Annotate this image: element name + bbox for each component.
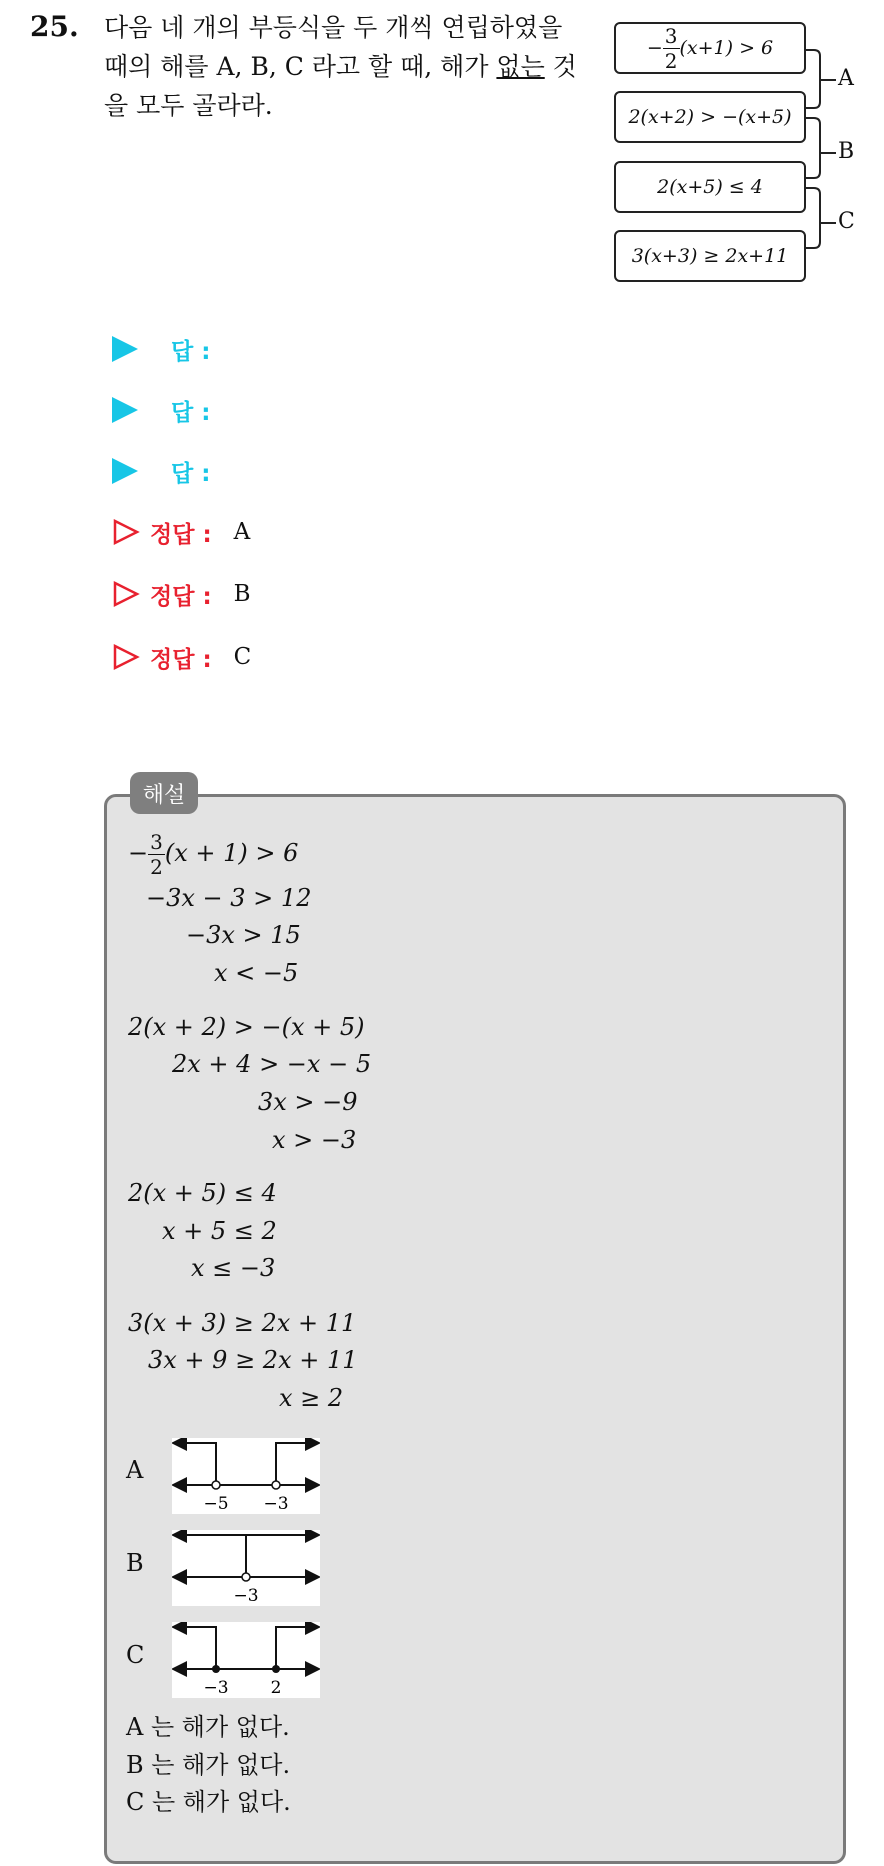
number-line-c [172, 1622, 320, 1698]
brace-label-c: C [838, 209, 855, 234]
conclusion-a: A 는 해가 없다. [126, 1713, 290, 1741]
correct-answer-row-1 [112, 512, 250, 552]
outline-arrow-icon [112, 518, 140, 546]
inequality-box-2: 2(x+2) > −(x+5) [614, 91, 806, 143]
play-arrow-icon [112, 458, 138, 484]
question-text-end: 것을 모두 골라라. [104, 52, 577, 120]
solution-step: x ≤ −3 [191, 1254, 276, 1282]
solution-step: 2(x + 5) ≤ 4 [128, 1179, 277, 1207]
inequality-box-1 [614, 22, 806, 74]
inequality-box-4: 3(x+3) ≥ 2x+11 [614, 230, 806, 282]
correct-answer-value: C [233, 644, 252, 670]
answer-row-2[interactable] [112, 390, 210, 430]
number-line-c-graph [172, 1622, 320, 1698]
solution-tab: 해설 [130, 772, 198, 814]
step-denominator: 2 [150, 855, 163, 879]
answer-label: 답 : [171, 460, 211, 487]
solution-step: 2x + 4 > −x − 5 [172, 1050, 372, 1078]
solution-step: x > −3 [272, 1126, 357, 1154]
solution-step: x + 5 ≤ 2 [162, 1217, 277, 1245]
correct-answer-label: 정답 : [150, 646, 212, 673]
step-suffix: (x + 1) > 6 [164, 839, 299, 867]
correct-answer-row-3 [112, 637, 251, 677]
tick-label: −3 [263, 1494, 289, 1514]
number-line-a [172, 1438, 320, 1514]
solution-step: −3x − 3 > 12 [146, 884, 312, 912]
inequality-1-fraction [663, 24, 680, 73]
solution-step: −3x > 15 [186, 921, 301, 949]
question-text [104, 8, 584, 125]
correct-answer-label: 정답 : [150, 521, 212, 548]
step-numerator: 3 [150, 830, 163, 854]
brace-label-a: A [838, 66, 854, 91]
solution-step: 3(x + 3) ≥ 2x + 11 [128, 1309, 357, 1337]
inequality-1-suffix: (x+1) > 6 [679, 37, 774, 59]
question-text-start: 다음 네 개의 부등식을 두 개씩 연립하였을 때의 해를 A, B, C 라고 할 때, 해가 [104, 13, 563, 81]
tick-label: 2 [270, 1678, 282, 1698]
answer-row-3[interactable] [112, 451, 210, 491]
inequality-1-numerator: 3 [664, 23, 678, 48]
outline-arrow-icon [112, 580, 140, 608]
step-prefix: − [128, 839, 149, 867]
brace-label-b: B [838, 139, 855, 164]
pairing-brackets [804, 40, 840, 270]
tick-label: −5 [203, 1494, 229, 1514]
number-line-label-c: C [126, 1641, 145, 1669]
inequality-1-prefix: − [646, 37, 663, 59]
play-arrow-icon [112, 336, 138, 362]
step-fraction [148, 830, 165, 879]
correct-answer-label: 정답 : [150, 583, 212, 610]
solution-step [128, 830, 298, 879]
solution-step: 3x > −9 [258, 1088, 358, 1116]
solution-step: 2(x + 2) > −(x + 5) [128, 1013, 365, 1041]
play-arrow-icon [112, 397, 138, 423]
inequality-box-3: 2(x+5) ≤ 4 [614, 161, 806, 213]
tick-label: −3 [233, 1586, 259, 1606]
number-line-label-a: A [126, 1456, 144, 1484]
correct-answer-value: B [233, 581, 251, 607]
question-text-underlined: 없는 [496, 52, 545, 81]
conclusion-b: B 는 해가 없다. [126, 1751, 291, 1779]
answer-row-1[interactable] [112, 329, 210, 369]
solution-step: x < −5 [214, 959, 299, 987]
solution-step: 3x + 9 ≥ 2x + 11 [148, 1346, 358, 1374]
number-line-label-b: B [126, 1549, 144, 1577]
outline-arrow-icon [112, 643, 140, 671]
correct-answer-row-2 [112, 574, 251, 614]
tick-label: −3 [203, 1678, 229, 1698]
correct-answer-value: A [233, 519, 251, 545]
number-line-b [172, 1530, 320, 1606]
conclusion-c: C 는 해가 없다. [126, 1788, 291, 1816]
number-line-b-graph [172, 1530, 320, 1606]
answer-label: 답 : [171, 399, 211, 426]
solution-step: x ≥ 2 [279, 1384, 344, 1412]
number-line-a-graph [172, 1438, 320, 1514]
answer-label: 답 : [171, 338, 211, 365]
inequality-1-denominator: 2 [664, 48, 678, 73]
question-number: 25. [30, 10, 79, 43]
